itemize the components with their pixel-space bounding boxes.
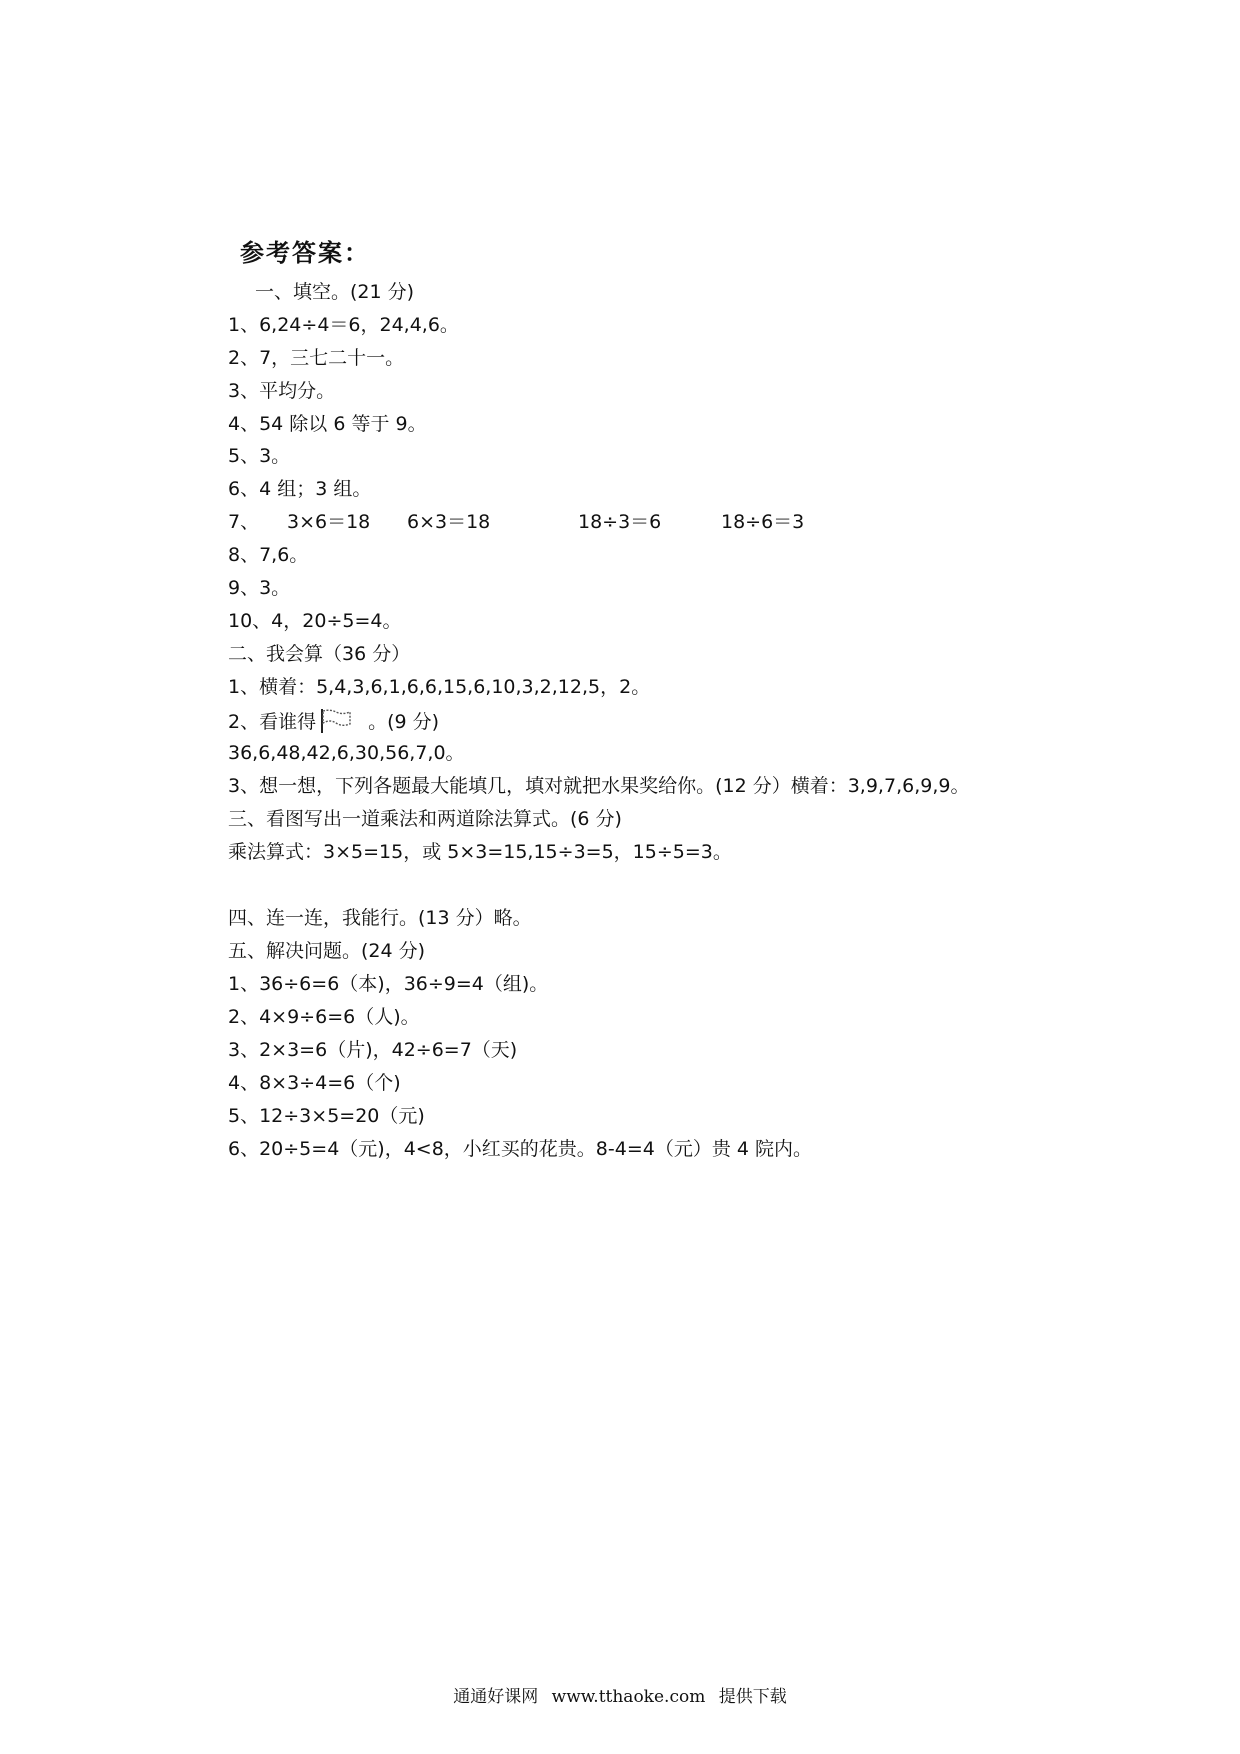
list-item: 3、平均分。: [228, 380, 336, 402]
equation: 18÷3＝6: [578, 511, 662, 533]
footer-suffix: 提供下载: [718, 1687, 787, 1707]
item2-prefix: 2、看谁得: [228, 711, 317, 733]
list-item: 1、横着：5,4,3,6,1,6,6,15,6,10,3,2,12,5，2。: [228, 676, 651, 698]
list-item: 3、想一想，下列各题最大能填几，填对就把水果奖给你。(12 分）横着：3,9,7,6,9,9。: [228, 775, 970, 797]
list-item: 4、54 除以 6 等于 9。: [228, 413, 427, 435]
list-item: 5、3。: [228, 445, 291, 467]
item7-row: [228, 510, 1028, 534]
list-item: 10、4，20÷5=4。: [228, 610, 402, 632]
page-title: 参考答案：: [240, 238, 370, 267]
section3-answer: 乘法算式：3×5=15，或 5×3=15,15÷3=5，15÷5=3。: [228, 841, 732, 863]
list-item: 9、3。: [228, 577, 291, 599]
list-item: 3、2×3=6（片)，42÷6=7（天): [228, 1039, 518, 1061]
footer: [0, 1682, 1240, 1707]
list-item: 4、8×3÷4=6（个): [228, 1072, 401, 1094]
list-item: 2、7，三七二十一。: [228, 347, 405, 369]
section5-heading: 五、解决问题。(24 分): [228, 940, 426, 962]
section4-heading: 四、连一连，我能行。(13 分）略。: [228, 907, 532, 929]
list-item: 6、4 组；3 组。: [228, 478, 372, 500]
section3-heading: 三、看图写出一道乘法和两道除法算式。(6 分): [228, 808, 622, 830]
section1-heading: 一、填空。(21 分): [255, 281, 415, 303]
flag-icon: [320, 708, 362, 734]
equation: 3×6＝18: [287, 511, 371, 533]
list-item: 2、4×9÷6=6（人)。: [228, 1006, 420, 1028]
item7-label: 7、: [228, 511, 260, 533]
footer-url[interactable]: www.tthaoke.com: [551, 1687, 706, 1707]
footer-site-name: 通通好课网: [453, 1687, 539, 1707]
list-item: 6、20÷5=4（元)，4<8，小红买的花贵。8-4=4（元）贵 4 院内。: [228, 1138, 813, 1160]
item2-suffix: 。(9 分): [368, 711, 440, 733]
list-item-2: [228, 708, 439, 734]
equation: 6×3＝18: [407, 511, 491, 533]
list-item: 36,6,48,42,6,30,56,7,0。: [228, 742, 465, 764]
list-item: 5、12÷3×5=20（元): [228, 1105, 425, 1127]
list-item: 1、36÷6=6（本)，36÷9=4（组)。: [228, 973, 549, 995]
section2-heading: 二、我会算（36 分）: [228, 643, 411, 665]
list-item: 1、6,24÷4＝6，24,4,6。: [228, 314, 459, 336]
equation: 18÷6＝3: [721, 511, 805, 533]
list-item: 8、7,6。: [228, 544, 309, 566]
